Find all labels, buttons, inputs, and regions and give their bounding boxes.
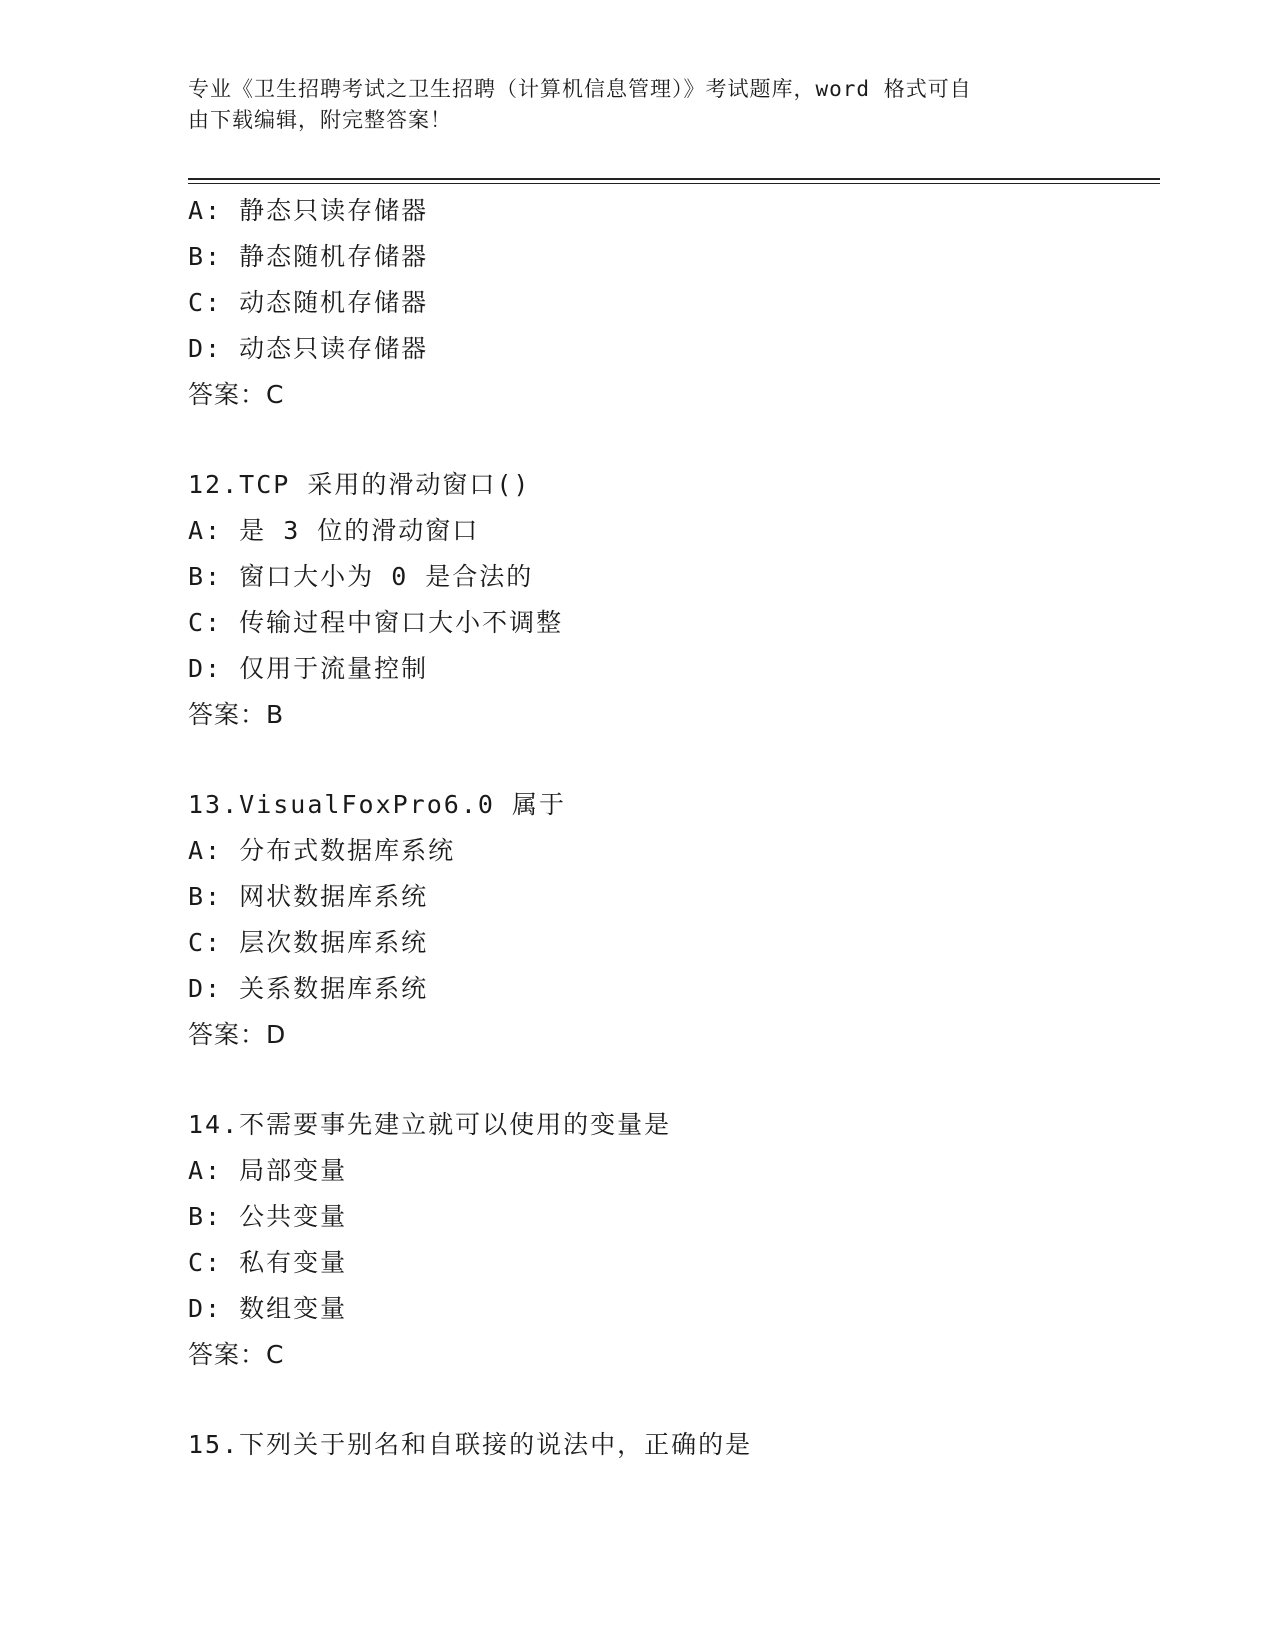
question-13 <box>188 782 1148 1058</box>
answer-line: 答案：C <box>188 1340 285 1369</box>
question-text: 13.VisualFoxPro6.0 属于 <box>188 790 566 819</box>
option-b: B: 网状数据库系统 <box>188 882 429 911</box>
option-a: A: 静态只读存储器 <box>188 196 429 225</box>
option-c: C: 动态随机存储器 <box>188 288 429 317</box>
option-a: A: 是 3 位的滑动窗口 <box>188 516 480 545</box>
option-c: C: 传输过程中窗口大小不调整 <box>188 608 564 637</box>
option-b: B: 公共变量 <box>188 1202 348 1231</box>
option-c: C: 层次数据库系统 <box>188 928 429 957</box>
option-a: A: 分布式数据库系统 <box>188 836 456 865</box>
question-12 <box>188 462 1148 738</box>
header-line-2: 由下载编辑，附完整答案！ <box>188 108 452 132</box>
option-d: D: 数组变量 <box>188 1294 348 1323</box>
question-text: 12.TCP 采用的滑动窗口() <box>188 470 531 499</box>
option-b: B: 静态随机存储器 <box>188 242 429 271</box>
option-c: C: 私有变量 <box>188 1248 348 1277</box>
question-14 <box>188 1102 1148 1378</box>
option-a: A: 局部变量 <box>188 1156 348 1185</box>
answer-line: 答案：B <box>188 700 285 729</box>
header-divider-thin <box>188 183 1160 184</box>
question-text: 14.不需要事先建立就可以使用的变量是 <box>188 1110 672 1139</box>
document-header <box>188 74 1088 136</box>
option-b: B: 窗口大小为 0 是合法的 <box>188 562 534 591</box>
header-line-1: 专业《卫生招聘考试之卫生招聘（计算机信息管理）》考试题库，word 格式可自 <box>188 77 972 101</box>
question-11 <box>188 188 1148 418</box>
question-list <box>188 188 1148 1468</box>
header-divider-thick <box>188 178 1160 180</box>
option-d: D: 仅用于流量控制 <box>188 654 429 683</box>
question-15 <box>188 1422 1148 1468</box>
answer-line: 答案：C <box>188 380 285 409</box>
option-d: D: 动态只读存储器 <box>188 334 429 363</box>
option-d: D: 关系数据库系统 <box>188 974 429 1003</box>
answer-line: 答案：D <box>188 1020 287 1049</box>
question-text: 15.下列关于别名和自联接的说法中，正确的是 <box>188 1430 753 1459</box>
